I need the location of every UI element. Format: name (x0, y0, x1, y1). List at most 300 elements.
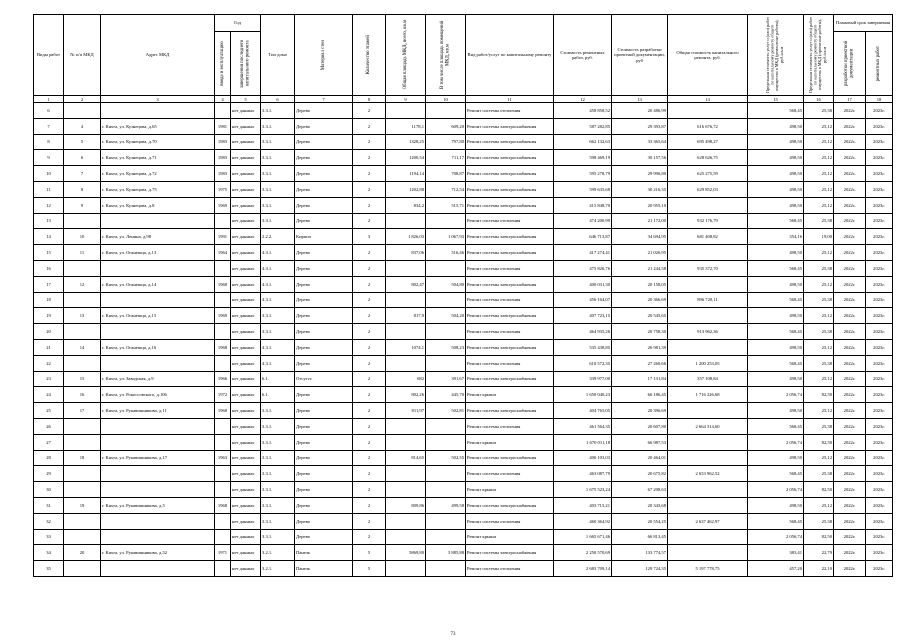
cell-ploshchad-pom: 502,55 (426, 450, 466, 466)
cell-total (668, 434, 748, 450)
cell-total (668, 308, 748, 324)
cell-srok-remont: 2023г. (866, 229, 893, 245)
cell-total (668, 497, 748, 513)
cell-god-vvoda (215, 513, 231, 529)
cell-adres: г. Кяхта, ул. Рокоссовского, д.106 (101, 387, 215, 403)
table-row (34, 418, 893, 434)
cell-nomer: 11 (64, 245, 101, 261)
cell-srok-proekt: 2022г. (834, 513, 866, 529)
cell-god-vvoda: 1971 (215, 545, 231, 561)
cell-material: Дерево (295, 118, 353, 134)
cell-predelnaya-1: 568,45 (748, 418, 804, 434)
cell-ploshchad-pom (426, 482, 466, 498)
cell-total (668, 482, 748, 498)
cell-tip-doma: 3.3.1. (261, 308, 295, 324)
cell-srok-proekt: 2022г. (834, 150, 866, 166)
cell-adres: г. Кяхта, ул. Кузнецова, д.65 (101, 118, 215, 134)
cell-god-remonta: нет данных (231, 513, 261, 529)
cell-predelnaya-1: 354,16 (748, 229, 804, 245)
cell-vid: 33 (34, 529, 64, 545)
cell-ploshchad-pom: 499,58 (426, 497, 466, 513)
cell-material: Дерево (295, 387, 353, 403)
cell-razrab: 20 396,69 (612, 403, 668, 419)
cell-razrab: 29 393,87 (612, 118, 668, 134)
cell-god-vvoda: 1963 (215, 450, 231, 466)
cell-srok-proekt: 2022г. (834, 245, 866, 261)
cell-adres: г. Кяхта, ул. Рукавишникова, д.11 (101, 403, 215, 419)
cell-etazhi: 2 (353, 308, 386, 324)
cell-god-vvoda (215, 418, 231, 434)
cell-god-vvoda (215, 213, 231, 229)
cell-predelnaya-1: 2 056,74 (748, 529, 804, 545)
cell-srok-remont: 2023г. (866, 150, 893, 166)
cell-vid: 22 (34, 355, 64, 371)
cell-vid-rabot: Ремонт системы электроснабжения (466, 245, 554, 261)
cell-vid: 15 (34, 245, 64, 261)
cell-nomer: 20 (64, 545, 101, 561)
cell-predelnaya-2: 25,38 (804, 213, 834, 229)
cell-tip-doma: 4.3.1. (261, 276, 295, 292)
cell-adres (101, 434, 215, 450)
cell-nomer: 18 (64, 450, 101, 466)
cell-vid: 14 (34, 229, 64, 245)
cell-predelnaya-1: 2 056,74 (748, 387, 804, 403)
cell-srok-proekt: 2022г. (834, 418, 866, 434)
cell-etazhi: 2 (353, 418, 386, 434)
cell-srok-proekt: 2022г. (834, 387, 866, 403)
cell-tip-doma: 3.3.1. (261, 403, 295, 419)
cell-god-vvoda: 1968 (215, 339, 231, 355)
cell-srok-proekt: 2022г. (834, 229, 866, 245)
header-adres: Адрес МКД (101, 15, 215, 96)
cell-ploshchad-pom (426, 103, 466, 119)
cell-ploshchad: 1074,1 (386, 339, 426, 355)
cell-material: Дерево (295, 355, 353, 371)
cell-srok-remont: 2023г. (866, 308, 893, 324)
header-vid-rabot-kap: Вид работ/услуг по капитальному ремонту (466, 15, 554, 96)
cell-nomer (64, 213, 101, 229)
cell-total: 2 653 962,52 (668, 466, 748, 482)
cell-vid-rabot: Ремонт системы электроснабжения (466, 118, 554, 134)
cell-vid-rabot: Ремонт системы электроснабжения (466, 450, 554, 466)
cell-etazhi: 2 (353, 245, 386, 261)
cell-ploshchad: 834,2 (386, 197, 426, 213)
cell-god-vvoda: 1966 (215, 371, 231, 387)
column-number: 16 (804, 96, 834, 103)
cell-tip-doma: 3.3.1. (261, 324, 295, 340)
table-row (34, 339, 893, 355)
column-number: 1 (34, 96, 64, 103)
cell-adres: г. Кяхта, ул. Ленина, д.98 (101, 229, 215, 245)
cell-srok-remont: 2023г. (866, 387, 893, 403)
cell-predelnaya-2: 82,50 (804, 482, 834, 498)
cell-god-remonta: нет данных (231, 371, 261, 387)
column-number: 11 (466, 96, 554, 103)
cell-total: 628 626,75 (668, 150, 748, 166)
header-vid-rabot: Виды работ (34, 15, 64, 96)
cell-srok-remont: 2023г. (866, 529, 893, 545)
cell-predelnaya-1: 498,50 (748, 245, 804, 261)
cell-vid-rabot: Ремонт системы отопления (466, 466, 554, 482)
cell-predelnaya-2: 25,12 (804, 150, 834, 166)
cell-adres (101, 213, 215, 229)
cell-stoimost: 587 282,85 (554, 118, 612, 134)
cell-etazhi: 2 (353, 497, 386, 513)
cell-tip-doma: 3.3.1. (261, 434, 295, 450)
cell-total: 1 716 226,68 (668, 387, 748, 403)
header-nomer: № п/п МКД (64, 15, 101, 96)
cell-predelnaya-1: 568,45 (748, 466, 804, 482)
cell-stoimost: 463 087,79 (554, 466, 612, 482)
cell-material: Дерево (295, 245, 353, 261)
cell-god-remonta: нет данных (231, 339, 261, 355)
cell-god-remonta: нет данных (231, 229, 261, 245)
cell-predelnaya-2: 25,12 (804, 166, 834, 182)
cell-material: Дерево (295, 213, 353, 229)
cell-vid-rabot: Ремонт системы электроснабжения (466, 371, 554, 387)
table-body (34, 96, 893, 577)
cell-predelnaya-2: 25,38 (804, 260, 834, 276)
cell-vid-rabot: Ремонт системы отопления (466, 292, 554, 308)
cell-vid: 21 (34, 339, 64, 355)
cell-tip-doma: 6.1. (261, 371, 295, 387)
cell-etazhi: 2 (353, 403, 386, 419)
cell-stoimost: 461 564,35 (554, 418, 612, 434)
cell-vid: 20 (34, 324, 64, 340)
header-predelnaya-2: Предельная стоимость услуг и (или) работ по капитальному ремонту общего имущества в МКД (проектные работы), руб./кв.м (804, 15, 834, 96)
cell-adres: г. Кяхта, ул. Оганешца, д.13 (101, 245, 215, 261)
cell-predelnaya-2: 25,12 (804, 181, 834, 197)
cell-total (668, 529, 748, 545)
cell-god-remonta: нет данных (231, 497, 261, 513)
cell-vid-rabot: Ремонт системы отопления (466, 324, 554, 340)
cell-nomer: 10 (64, 229, 101, 245)
column-number: 18 (866, 96, 893, 103)
table-row (34, 513, 893, 529)
table-row (34, 529, 893, 545)
cell-srok-remont: 2023г. (866, 403, 893, 419)
cell-etazhi: 2 (353, 197, 386, 213)
cell-vid-rabot: Ремонт системы электроснабжения (466, 166, 554, 182)
cell-vid-rabot: Ремонт системы отопления (466, 418, 554, 434)
cell-etazhi: 2 (353, 134, 386, 150)
cell-ploshchad (386, 355, 426, 371)
cell-predelnaya-2: 25,38 (804, 355, 834, 371)
cell-predelnaya-2: 25,12 (804, 118, 834, 134)
cell-god-remonta: нет данных (231, 482, 261, 498)
cell-razrab: 20 545,65 (612, 308, 668, 324)
cell-predelnaya-1: 457,20 (748, 561, 804, 577)
cell-ploshchad-pom: 391,67 (426, 371, 466, 387)
cell-total: 896 720,11 (668, 292, 748, 308)
cell-nomer (64, 529, 101, 545)
cell-adres: г. Кяхта, ул. Кузнецова, д.75 (101, 181, 215, 197)
header-etazhi: Количество этажей (353, 15, 386, 96)
cell-razrab: 29 996,80 (612, 166, 668, 182)
cell-god-vvoda: 1983 (215, 150, 231, 166)
cell-ploshchad: 1194,14 (386, 166, 426, 182)
cell-ploshchad-pom (426, 561, 466, 577)
cell-stoimost: 1 670 011,18 (554, 434, 612, 450)
cell-predelnaya-1: 498,50 (748, 403, 804, 419)
cell-god-vvoda: 1972 (215, 387, 231, 403)
cell-material: Дерево (295, 403, 353, 419)
cell-ploshchad-pom (426, 355, 466, 371)
cell-adres (101, 561, 215, 577)
cell-etazhi: 2 (353, 355, 386, 371)
cell-vid-rabot: Ремонт системы электроснабжения (466, 497, 554, 513)
cell-material: Панель (295, 561, 353, 577)
cell-stoimost: 460 364,92 (554, 513, 612, 529)
cell-tip-doma: 4.3.1. (261, 260, 295, 276)
header-srok-proekt: разработки проектной документации (834, 32, 866, 96)
cell-stoimost: 2 250 570,69 (554, 545, 612, 561)
table-row (34, 260, 893, 276)
cell-srok-proekt: 2022г. (834, 545, 866, 561)
cell-total (668, 450, 748, 466)
column-number: 14 (668, 96, 748, 103)
cell-god-vvoda: 1964 (215, 245, 231, 261)
cell-god-remonta: нет данных (231, 134, 261, 150)
cell-ploshchad: 809,86 (386, 497, 426, 513)
cell-srok-remont: 2023г. (866, 324, 893, 340)
cell-total: 2 637 462,97 (668, 513, 748, 529)
cell-nomer: 8 (64, 181, 101, 197)
column-number: 3 (101, 96, 215, 103)
cell-predelnaya-2: 25,38 (804, 103, 834, 119)
cell-srok-proekt: 2022г. (834, 529, 866, 545)
cell-adres (101, 513, 215, 529)
cell-tip-doma: 3.3.1. (261, 213, 295, 229)
cell-razrab: 20 675,82 (612, 466, 668, 482)
cell-stoimost: 474 200,99 (554, 213, 612, 229)
cell-vid-rabot: Ремонт системы электроснабжения (466, 229, 554, 245)
cell-etazhi: 2 (353, 103, 386, 119)
cell-srok-proekt: 2022г. (834, 260, 866, 276)
column-number: 7 (295, 96, 353, 103)
cell-srok-proekt: 2022г. (834, 324, 866, 340)
cell-tip-doma: 3.3.1. (261, 513, 295, 529)
cell-predelnaya-1: 568,45 (748, 213, 804, 229)
cell-nomer: 9 (64, 197, 101, 213)
cell-srok-proekt: 2022г. (834, 403, 866, 419)
cell-razrab: 67 208,63 (612, 482, 668, 498)
cell-predelnaya-2: 19,00 (804, 229, 834, 245)
cell-predelnaya-2: 22,79 (804, 545, 834, 561)
cell-ploshchad (386, 561, 426, 577)
cell-stoimost: 400 031,30 (554, 276, 612, 292)
cell-stoimost: 458 858,52 (554, 103, 612, 119)
cell-vid: 29 (34, 466, 64, 482)
cell-razrab: 34 694,95 (612, 229, 668, 245)
cell-total: 629 852,03 (668, 181, 748, 197)
cell-vid: 31 (34, 497, 64, 513)
cell-srok-remont: 2023г. (866, 213, 893, 229)
cell-srok-proekt: 2022г. (834, 339, 866, 355)
cell-srok-remont: 2023г. (866, 166, 893, 182)
cell-adres (101, 529, 215, 545)
cell-srok-proekt: 2022г. (834, 434, 866, 450)
cell-vid: 25 (34, 403, 64, 419)
cell-vid-rabot: Ремонт крыши (466, 387, 554, 403)
cell-god-vvoda (215, 434, 231, 450)
page-number: 73 (450, 632, 456, 637)
cell-ploshchad (386, 418, 426, 434)
table-row (34, 181, 893, 197)
cell-srok-remont: 2023г. (866, 197, 893, 213)
table-row (34, 434, 893, 450)
cell-vid-rabot: Ремонт системы электроснабжения (466, 276, 554, 292)
cell-predelnaya-1: 498,50 (748, 339, 804, 355)
cell-predelnaya-2: 25,12 (804, 371, 834, 387)
column-number: 5 (231, 96, 261, 103)
cell-ploshchad (386, 513, 426, 529)
header-material: Материал стен (295, 15, 353, 96)
cell-nomer: 19 (64, 497, 101, 513)
cell-etazhi: 3 (353, 229, 386, 245)
cell-vid: 18 (34, 292, 64, 308)
column-number: 13 (612, 96, 668, 103)
cell-srok-proekt: 2022г. (834, 561, 866, 577)
table-row (34, 150, 893, 166)
cell-total (668, 403, 748, 419)
cell-srok-remont: 2023г. (866, 418, 893, 434)
cell-god-vvoda (215, 529, 231, 545)
cell-razrab: 30 157,56 (612, 150, 668, 166)
cell-stoimost: 417 274,41 (554, 245, 612, 261)
cell-adres: г. Кяхта, ул. Кузнецова, д.72 (101, 166, 215, 182)
header-stoimost-rem: Стоимость ремонтных работ, руб. (554, 15, 612, 96)
header-stoimost-razrab: Стоимость разработки проектной документации, руб (612, 15, 668, 96)
cell-material: Дерево (295, 166, 353, 182)
cell-vid: 26 (34, 418, 64, 434)
cell-adres (101, 292, 215, 308)
cell-predelnaya-2: 25,12 (804, 134, 834, 150)
cell-vid-rabot: Ремонт системы электроснабжения (466, 545, 554, 561)
cell-etazhi: 2 (353, 213, 386, 229)
cell-adres: г. Кяхта, ул. Оганешца, д.15 (101, 308, 215, 324)
cell-etazhi: 2 (353, 371, 386, 387)
column-number: 4 (215, 96, 231, 103)
cell-tip-doma: 3.3.1. (261, 497, 295, 513)
cell-srok-proekt: 2022г. (834, 134, 866, 150)
cell-predelnaya-1: 498,50 (748, 197, 804, 213)
cell-vid: 13 (34, 213, 64, 229)
cell-nomer (64, 355, 101, 371)
cell-predelnaya-1: 568,45 (748, 103, 804, 119)
cell-srok-proekt: 2022г. (834, 371, 866, 387)
cell-srok-proekt: 2022г. (834, 213, 866, 229)
cell-god-remonta: нет данных (231, 529, 261, 545)
cell-god-remonta: нет данных (231, 213, 261, 229)
table-row (34, 166, 893, 182)
cell-vid-rabot: Ремонт системы отопления (466, 260, 554, 276)
table-row (34, 292, 893, 308)
cell-stoimost: 1 665 671,46 (554, 529, 612, 545)
cell-tip-doma: 4.3.1. (261, 292, 295, 308)
cell-vid: 9 (34, 150, 64, 166)
cell-vid: 6 (34, 103, 64, 119)
header-ploshchad-pom: В том числе площадь помещений МКД, кв.м (426, 15, 466, 96)
cell-predelnaya-2: 25,12 (804, 276, 834, 292)
cell-god-remonta: нет данных (231, 166, 261, 182)
cell-nomer: 4 (64, 118, 101, 134)
cell-god-remonta: нет данных (231, 308, 261, 324)
cell-god-remonta: нет данных (231, 292, 261, 308)
cell-srok-remont: 2023г. (866, 292, 893, 308)
cell-material: Дерево (295, 260, 353, 276)
cell-razrab: 20 486,99 (612, 103, 668, 119)
cell-ploshchad: 802,47 (386, 276, 426, 292)
cell-razrab: 21 172,00 (612, 213, 668, 229)
cell-vid: 8 (34, 134, 64, 150)
table-row (34, 545, 893, 561)
table-row (34, 134, 893, 150)
cell-material: Отсутст. (295, 371, 353, 387)
cell-srok-proekt: 2022г. (834, 276, 866, 292)
cell-etazhi: 5 (353, 545, 386, 561)
cell-razrab: 20 554,25 (612, 513, 668, 529)
cell-predelnaya-1: 568,45 (748, 260, 804, 276)
cell-predelnaya-1: 383,41 (748, 545, 804, 561)
column-number: 15 (748, 96, 804, 103)
cell-god-vvoda: 1991 (215, 229, 231, 245)
column-number: 6 (261, 96, 295, 103)
cell-ploshchad: 1202,88 (386, 181, 426, 197)
cell-srok-remont: 2023г. (866, 103, 893, 119)
cell-tip-doma: 3.3.1. (261, 450, 295, 466)
cell-vid-rabot: Ремонт системы отопления (466, 513, 554, 529)
cell-etazhi: 2 (353, 529, 386, 545)
cell-srok-remont: 2023г. (866, 355, 893, 371)
cell-adres: г. Кяхта, ул. Оганешца, д.14 (101, 276, 215, 292)
cell-predelnaya-2: 25,12 (804, 308, 834, 324)
cell-god-remonta: нет данных (231, 118, 261, 134)
cell-srok-remont: 2023г. (866, 181, 893, 197)
cell-tip-doma: 3.2.1. (261, 561, 295, 577)
cell-predelnaya-2: 25,12 (804, 339, 834, 355)
cell-tip-doma: 4.3.1. (261, 245, 295, 261)
cell-predelnaya-2: 22,10 (804, 561, 834, 577)
cell-predelnaya-1: 568,45 (748, 355, 804, 371)
cell-god-remonta: нет данных (231, 260, 261, 276)
cell-razrab: 66 813,45 (612, 529, 668, 545)
cell-god-vvoda (215, 561, 231, 577)
cell-vid: 19 (34, 308, 64, 324)
cell-total: 625 275,59 (668, 166, 748, 182)
cell-god-vvoda (215, 103, 231, 119)
cell-vid: 32 (34, 513, 64, 529)
table-row (34, 276, 893, 292)
cell-vid-rabot: Ремонт крыши (466, 434, 554, 450)
cell-etazhi: 2 (353, 324, 386, 340)
cell-adres: г. Кяхта, ул. Заводская, д.9 (101, 371, 215, 387)
cell-predelnaya-1: 498,50 (748, 371, 804, 387)
cell-stoimost: 475 826,76 (554, 260, 612, 276)
cell-nomer (64, 513, 101, 529)
cell-ploshchad (386, 292, 426, 308)
column-number: 9 (386, 96, 426, 103)
cell-total: 357 108,84 (668, 371, 748, 387)
cell-vid: 23 (34, 371, 64, 387)
cell-total (668, 103, 748, 119)
cell-razrab: 20 955,10 (612, 197, 668, 213)
cell-adres: г. Кяхта, ул. Рукавишникова, д.52 (101, 545, 215, 561)
cell-tip-doma: 3.3.1. (261, 418, 295, 434)
cell-predelnaya-1: 2 056,74 (748, 434, 804, 450)
cell-nomer: 5 (64, 134, 101, 150)
cell-predelnaya-2: 82,50 (804, 434, 834, 450)
